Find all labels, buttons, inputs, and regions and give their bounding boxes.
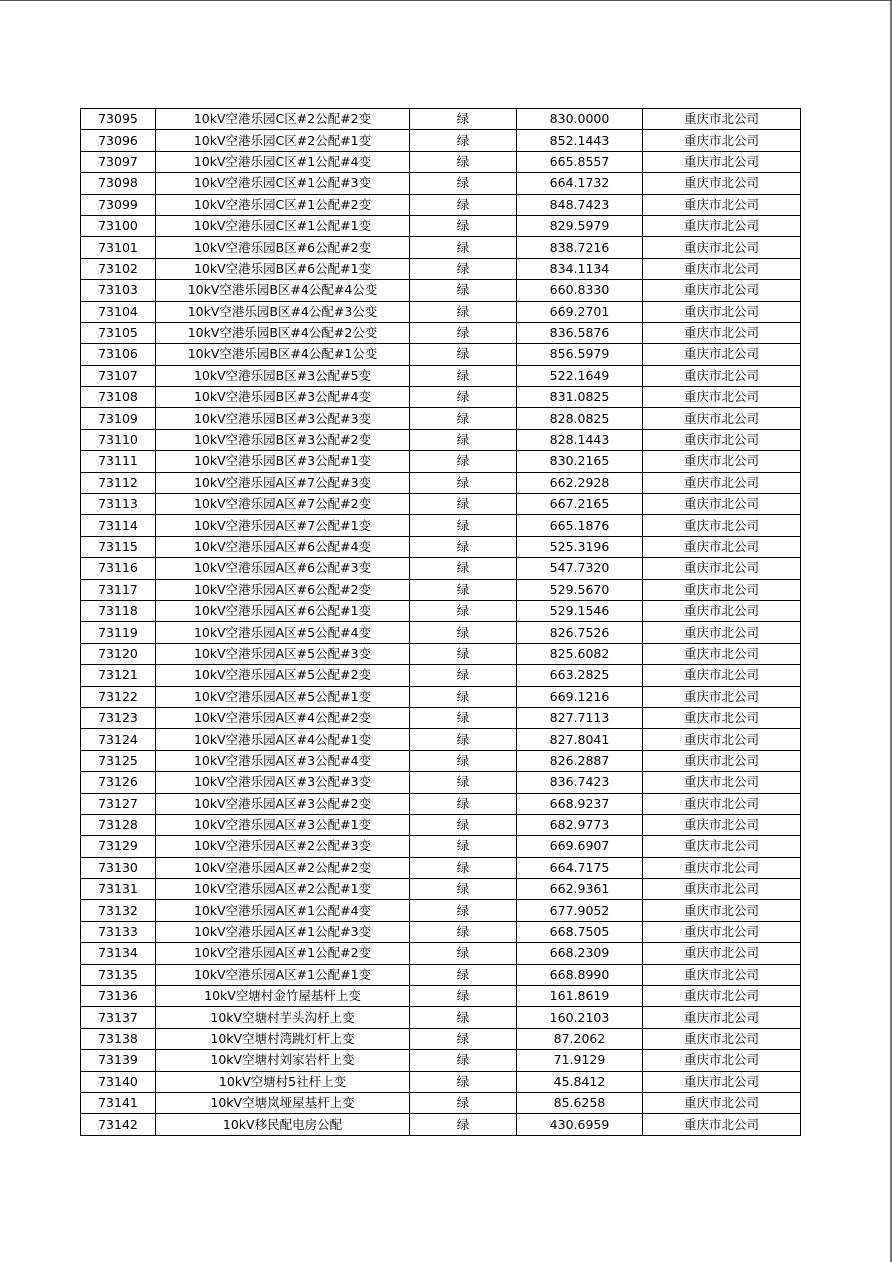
cell-status: 绿 [410,643,517,664]
cell-id: 73110 [81,429,156,450]
cell-status: 绿 [410,772,517,793]
cell-value: 529.5670 [517,579,643,600]
cell-value: 522.1649 [517,365,643,386]
table-row [81,814,801,835]
table-row [81,793,801,814]
table-row [81,536,801,557]
cell-id: 73136 [81,986,156,1007]
table-row [81,1092,801,1113]
cell-status: 绿 [410,387,517,408]
cell-name: 10kV空港乐园A区#6公配#3变 [156,558,410,579]
cell-status: 绿 [410,280,517,301]
table-row [81,643,801,664]
table-row [81,515,801,536]
cell-org: 重庆市北公司 [643,600,801,621]
table-row [81,964,801,985]
table-row [81,986,801,1007]
cell-name: 10kV空港乐园A区#5公配#2变 [156,665,410,686]
cell-id: 73133 [81,921,156,942]
cell-status: 绿 [410,301,517,322]
cell-org: 重庆市北公司 [643,665,801,686]
cell-name: 10kV空港乐园A区#1公配#1变 [156,964,410,985]
cell-name: 10kV空港乐园A区#3公配#2变 [156,793,410,814]
cell-org: 重庆市北公司 [643,173,801,194]
cell-id: 73116 [81,558,156,579]
cell-status: 绿 [410,536,517,557]
table-row [81,451,801,472]
cell-status: 绿 [410,408,517,429]
cell-status: 绿 [410,814,517,835]
cell-id: 73097 [81,151,156,172]
table-row [81,1028,801,1049]
cell-name: 10kV空港乐园B区#3公配#5变 [156,365,410,386]
cell-id: 73108 [81,387,156,408]
cell-value: 525.3196 [517,536,643,557]
cell-value: 669.6907 [517,836,643,857]
cell-value: 667.2165 [517,494,643,515]
cell-status: 绿 [410,1092,517,1113]
cell-status: 绿 [410,622,517,643]
cell-org: 重庆市北公司 [643,1114,801,1135]
cell-id: 73099 [81,194,156,215]
cell-id: 73128 [81,814,156,835]
cell-org: 重庆市北公司 [643,1092,801,1113]
cell-name: 10kV空港乐园A区#7公配#1变 [156,515,410,536]
cell-id: 73114 [81,515,156,536]
table-row [81,109,801,130]
cell-org: 重庆市北公司 [643,921,801,942]
cell-name: 10kV空港乐园C区#2公配#2变 [156,109,410,130]
cell-org: 重庆市北公司 [643,643,801,664]
cell-name: 10kV空塘村金竹屋基杆上变 [156,986,410,1007]
cell-id: 73112 [81,472,156,493]
cell-status: 绿 [410,365,517,386]
cell-org: 重庆市北公司 [643,622,801,643]
cell-id: 73134 [81,943,156,964]
cell-value: 430.6959 [517,1114,643,1135]
cell-value: 668.2309 [517,943,643,964]
cell-org: 重庆市北公司 [643,301,801,322]
table-row [81,151,801,172]
cell-status: 绿 [410,729,517,750]
cell-name: 10kV空港乐园B区#3公配#1变 [156,451,410,472]
cell-value: 828.0825 [517,408,643,429]
cell-value: 665.8557 [517,151,643,172]
cell-status: 绿 [410,494,517,515]
table-row [81,322,801,343]
cell-id: 73095 [81,109,156,130]
cell-value: 660.8330 [517,280,643,301]
cell-org: 重庆市北公司 [643,494,801,515]
cell-name: 10kV空港乐园A区#4公配#1变 [156,729,410,750]
cell-status: 绿 [410,665,517,686]
cell-org: 重庆市北公司 [643,515,801,536]
cell-id: 73135 [81,964,156,985]
table-row [81,857,801,878]
cell-org: 重庆市北公司 [643,836,801,857]
cell-name: 10kV空塘村刘家岩杆上变 [156,1050,410,1071]
cell-name: 10kV空港乐园A区#2公配#3变 [156,836,410,857]
cell-status: 绿 [410,900,517,921]
cell-value: 827.7113 [517,707,643,728]
cell-value: 662.9361 [517,879,643,900]
cell-value: 836.7423 [517,772,643,793]
cell-id: 73126 [81,772,156,793]
cell-org: 重庆市北公司 [643,215,801,236]
cell-org: 重庆市北公司 [643,237,801,258]
cell-name: 10kV空港乐园B区#4公配#4公变 [156,280,410,301]
cell-status: 绿 [410,1028,517,1049]
cell-name: 10kV空港乐园B区#4公配#3公变 [156,301,410,322]
cell-org: 重庆市北公司 [643,387,801,408]
cell-value: 848.7423 [517,194,643,215]
cell-value: 547.7320 [517,558,643,579]
cell-status: 绿 [410,194,517,215]
table-row [81,344,801,365]
cell-id: 73139 [81,1050,156,1071]
cell-org: 重庆市北公司 [643,472,801,493]
cell-org: 重庆市北公司 [643,793,801,814]
cell-status: 绿 [410,215,517,236]
table-row [81,472,801,493]
cell-org: 重庆市北公司 [643,900,801,921]
cell-org: 重庆市北公司 [643,1050,801,1071]
table-row [81,943,801,964]
cell-value: 852.1443 [517,130,643,151]
cell-org: 重庆市北公司 [643,750,801,771]
cell-org: 重庆市北公司 [643,1028,801,1049]
cell-value: 665.1876 [517,515,643,536]
cell-name: 10kV空港乐园C区#1公配#2变 [156,194,410,215]
cell-org: 重庆市北公司 [643,772,801,793]
cell-org: 重庆市北公司 [643,707,801,728]
table-row [81,750,801,771]
cell-id: 73141 [81,1092,156,1113]
table-row [81,387,801,408]
cell-id: 73106 [81,344,156,365]
cell-id: 73122 [81,686,156,707]
table-row [81,665,801,686]
cell-value: 827.8041 [517,729,643,750]
cell-status: 绿 [410,686,517,707]
cell-name: 10kV空港乐园C区#1公配#3变 [156,173,410,194]
cell-org: 重庆市北公司 [643,1071,801,1092]
table-row [81,879,801,900]
cell-org: 重庆市北公司 [643,365,801,386]
table-row [81,280,801,301]
cell-value: 856.5979 [517,344,643,365]
cell-org: 重庆市北公司 [643,1007,801,1028]
cell-status: 绿 [410,558,517,579]
cell-status: 绿 [410,579,517,600]
cell-status: 绿 [410,943,517,964]
cell-status: 绿 [410,344,517,365]
cell-id: 73113 [81,494,156,515]
cell-value: 85.6258 [517,1092,643,1113]
cell-status: 绿 [410,1007,517,1028]
cell-name: 10kV空港乐园A区#5公配#4变 [156,622,410,643]
table-row [81,215,801,236]
cell-id: 73137 [81,1007,156,1028]
cell-name: 10kV空塘村芋头沟杆上变 [156,1007,410,1028]
cell-status: 绿 [410,879,517,900]
cell-org: 重庆市北公司 [643,579,801,600]
table-row [81,921,801,942]
cell-id: 73124 [81,729,156,750]
cell-value: 662.2928 [517,472,643,493]
cell-name: 10kV空港乐园A区#6公配#2变 [156,579,410,600]
cell-value: 825.6082 [517,643,643,664]
cell-org: 重庆市北公司 [643,280,801,301]
cell-name: 10kV空塘村5社杆上变 [156,1071,410,1092]
cell-id: 73103 [81,280,156,301]
cell-id: 73104 [81,301,156,322]
cell-name: 10kV空港乐园C区#2公配#1变 [156,130,410,151]
cell-id: 73131 [81,879,156,900]
cell-org: 重庆市北公司 [643,814,801,835]
cell-name: 10kV空港乐园A区#3公配#1变 [156,814,410,835]
cell-id: 73138 [81,1028,156,1049]
cell-value: 830.0000 [517,109,643,130]
cell-status: 绿 [410,964,517,985]
cell-name: 10kV空港乐园A区#3公配#4变 [156,750,410,771]
cell-org: 重庆市北公司 [643,964,801,985]
cell-id: 73120 [81,643,156,664]
cell-name: 10kV空港乐园A区#3公配#3变 [156,772,410,793]
cell-name: 10kV空港乐园A区#4公配#2变 [156,707,410,728]
cell-name: 10kV空港乐园A区#6公配#4变 [156,536,410,557]
cell-name: 10kV空港乐园B区#3公配#4变 [156,387,410,408]
cell-name: 10kV空港乐园A区#7公配#3变 [156,472,410,493]
cell-status: 绿 [410,750,517,771]
cell-id: 73125 [81,750,156,771]
table-row [81,429,801,450]
table-body [81,109,801,1136]
cell-value: 682.9773 [517,814,643,835]
cell-status: 绿 [410,151,517,172]
cell-name: 10kV空港乐园A区#2公配#1变 [156,879,410,900]
cell-name: 10kV空港乐园A区#5公配#3变 [156,643,410,664]
cell-name: 10kV空港乐园A区#1公配#4变 [156,900,410,921]
cell-value: 829.5979 [517,215,643,236]
cell-org: 重庆市北公司 [643,943,801,964]
cell-org: 重庆市北公司 [643,258,801,279]
table-row [81,408,801,429]
cell-name: 10kV空港乐园B区#6公配#1变 [156,258,410,279]
cell-status: 绿 [410,836,517,857]
cell-name: 10kV空港乐园B区#4公配#2公变 [156,322,410,343]
cell-org: 重庆市北公司 [643,194,801,215]
cell-status: 绿 [410,1071,517,1092]
table-row [81,130,801,151]
table-row [81,707,801,728]
cell-value: 663.2825 [517,665,643,686]
cell-status: 绿 [410,600,517,621]
cell-name: 10kV空港乐园B区#6公配#2变 [156,237,410,258]
cell-org: 重庆市北公司 [643,429,801,450]
cell-id: 73132 [81,900,156,921]
table-row [81,494,801,515]
cell-id: 73107 [81,365,156,386]
cell-id: 73118 [81,600,156,621]
cell-status: 绿 [410,921,517,942]
transformer-table [80,108,801,1136]
table-row [81,1071,801,1092]
cell-value: 45.8412 [517,1071,643,1092]
cell-value: 836.5876 [517,322,643,343]
cell-org: 重庆市北公司 [643,536,801,557]
table-row [81,173,801,194]
cell-value: 87.2062 [517,1028,643,1049]
cell-value: 826.7526 [517,622,643,643]
cell-value: 664.1732 [517,173,643,194]
cell-id: 73130 [81,857,156,878]
cell-value: 838.7216 [517,237,643,258]
cell-org: 重庆市北公司 [643,986,801,1007]
table-row [81,365,801,386]
cell-name: 10kV空港乐园A区#1公配#3变 [156,921,410,942]
cell-name: 10kV空港乐园A区#1公配#2变 [156,943,410,964]
table-row [81,1007,801,1028]
table-row [81,622,801,643]
cell-status: 绿 [410,986,517,1007]
cell-status: 绿 [410,237,517,258]
table-row [81,836,801,857]
table-row [81,258,801,279]
cell-value: 677.9052 [517,900,643,921]
cell-id: 73102 [81,258,156,279]
cell-status: 绿 [410,1114,517,1135]
cell-value: 830.2165 [517,451,643,472]
cell-id: 73098 [81,173,156,194]
cell-org: 重庆市北公司 [643,151,801,172]
cell-value: 529.1546 [517,600,643,621]
cell-value: 831.0825 [517,387,643,408]
cell-value: 828.1443 [517,429,643,450]
cell-name: 10kV空塘村湾跳灯杆上变 [156,1028,410,1049]
table-row [81,900,801,921]
cell-name: 10kV空港乐园B区#3公配#3变 [156,408,410,429]
cell-value: 668.9237 [517,793,643,814]
cell-id: 73111 [81,451,156,472]
table-row [81,600,801,621]
cell-value: 668.8990 [517,964,643,985]
cell-org: 重庆市北公司 [643,451,801,472]
cell-name: 10kV空港乐园A区#7公配#2变 [156,494,410,515]
cell-name: 10kV空港乐园C区#1公配#4变 [156,151,410,172]
cell-status: 绿 [410,1050,517,1071]
table-row [81,558,801,579]
cell-org: 重庆市北公司 [643,130,801,151]
cell-name: 10kV空港乐园A区#6公配#1变 [156,600,410,621]
cell-name: 10kV空港乐园B区#4公配#1公变 [156,344,410,365]
table-row [81,301,801,322]
cell-id: 73140 [81,1071,156,1092]
cell-name: 10kV空港乐园A区#2公配#2变 [156,857,410,878]
cell-org: 重庆市北公司 [643,729,801,750]
table-row [81,772,801,793]
cell-id: 73117 [81,579,156,600]
table-row [81,194,801,215]
cell-value: 161.8619 [517,986,643,1007]
cell-status: 绿 [410,109,517,130]
cell-name: 10kV空港乐园A区#5公配#1变 [156,686,410,707]
cell-org: 重庆市北公司 [643,322,801,343]
cell-id: 73109 [81,408,156,429]
cell-org: 重庆市北公司 [643,109,801,130]
cell-org: 重庆市北公司 [643,558,801,579]
cell-name: 10kV空港乐园B区#3公配#2变 [156,429,410,450]
cell-value: 826.2887 [517,750,643,771]
cell-status: 绿 [410,472,517,493]
table-row [81,686,801,707]
cell-status: 绿 [410,322,517,343]
cell-status: 绿 [410,451,517,472]
cell-value: 71.9129 [517,1050,643,1071]
cell-value: 160.2103 [517,1007,643,1028]
table-row [81,579,801,600]
cell-value: 668.7505 [517,921,643,942]
cell-org: 重庆市北公司 [643,344,801,365]
cell-id: 73142 [81,1114,156,1135]
cell-org: 重庆市北公司 [643,857,801,878]
cell-id: 73119 [81,622,156,643]
cell-id: 73127 [81,793,156,814]
cell-id: 73096 [81,130,156,151]
table-row [81,1050,801,1071]
cell-status: 绿 [410,130,517,151]
cell-status: 绿 [410,258,517,279]
table-row [81,729,801,750]
cell-status: 绿 [410,429,517,450]
cell-value: 669.1216 [517,686,643,707]
cell-name: 10kV空塘岚垭屋基杆上变 [156,1092,410,1113]
cell-value: 664.7175 [517,857,643,878]
table-row [81,237,801,258]
cell-id: 73129 [81,836,156,857]
cell-value: 669.2701 [517,301,643,322]
cell-status: 绿 [410,857,517,878]
cell-id: 73123 [81,707,156,728]
cell-status: 绿 [410,793,517,814]
cell-org: 重庆市北公司 [643,408,801,429]
cell-org: 重庆市北公司 [643,686,801,707]
cell-status: 绿 [410,707,517,728]
cell-id: 73115 [81,536,156,557]
cell-org: 重庆市北公司 [643,879,801,900]
cell-name: 10kV空港乐园C区#1公配#1变 [156,215,410,236]
cell-id: 73105 [81,322,156,343]
table-row [81,1114,801,1135]
cell-value: 834.1134 [517,258,643,279]
cell-id: 73121 [81,665,156,686]
cell-name: 10kV移民配电房公配 [156,1114,410,1135]
cell-id: 73101 [81,237,156,258]
cell-status: 绿 [410,173,517,194]
cell-status: 绿 [410,515,517,536]
cell-id: 73100 [81,215,156,236]
